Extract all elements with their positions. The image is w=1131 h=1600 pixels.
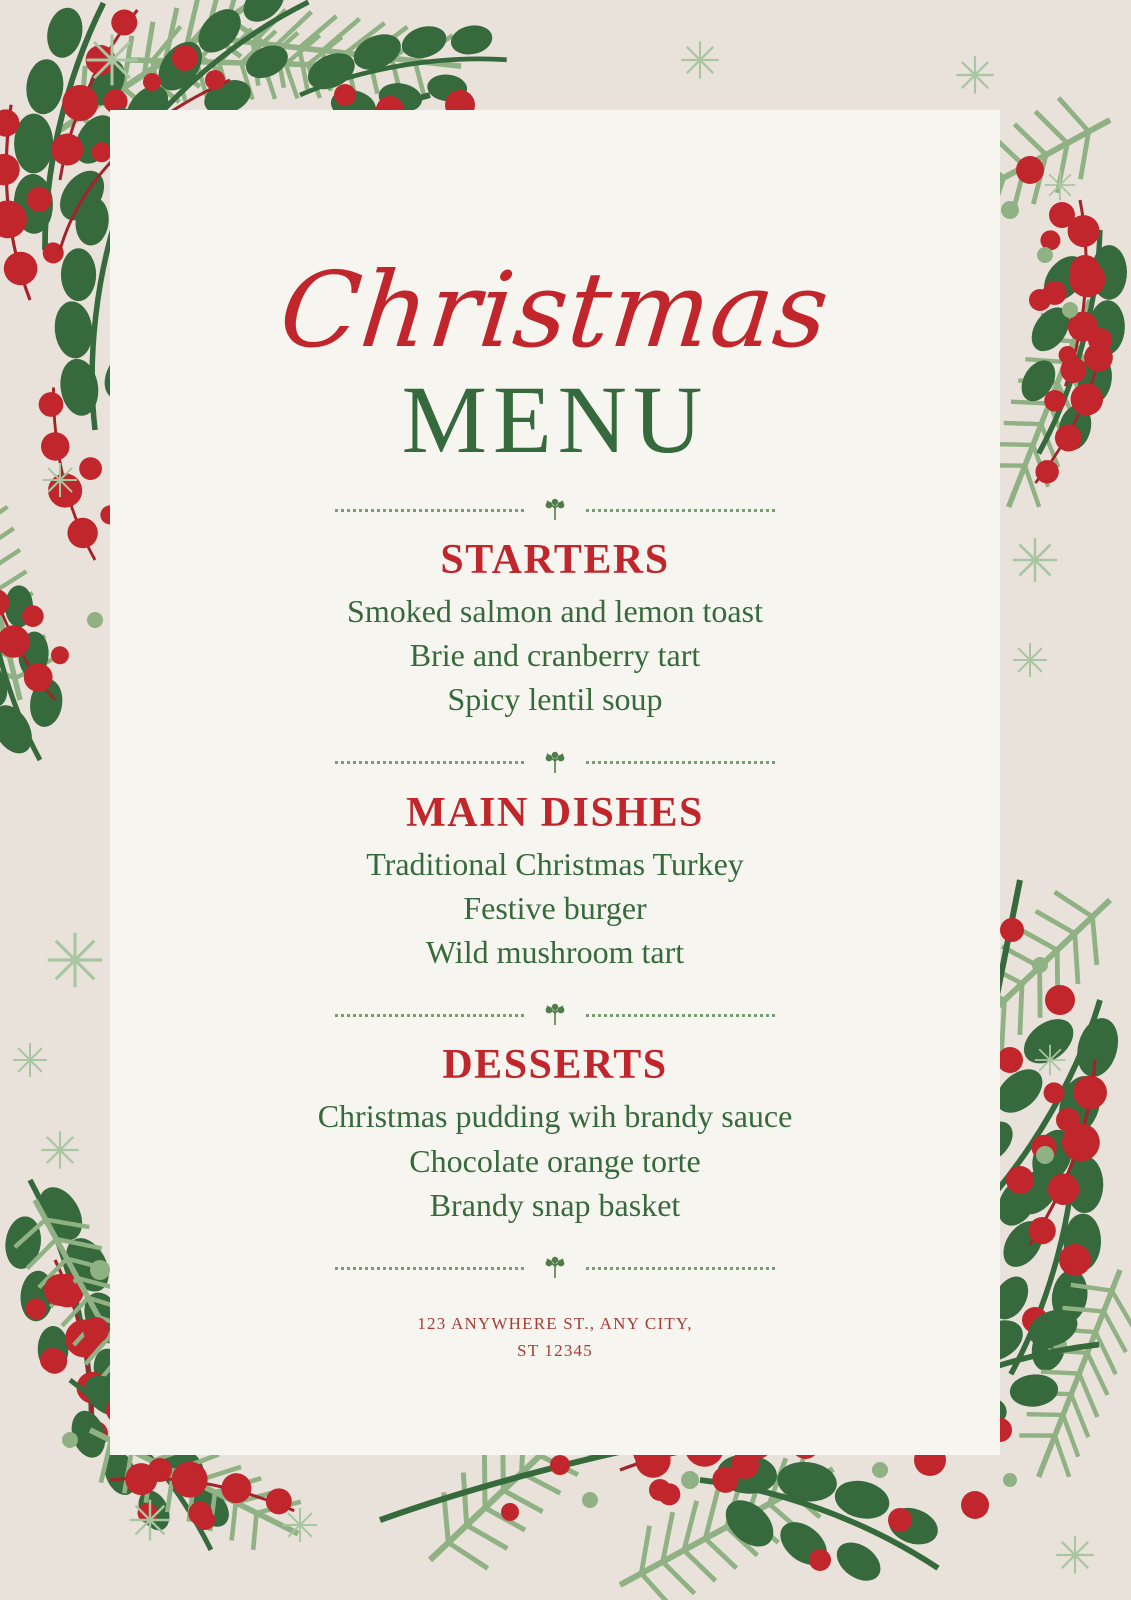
holly-sprig-icon <box>538 496 572 524</box>
section-heading-desserts: DESSERTS <box>442 1042 668 1089</box>
divider-bottom <box>335 1254 775 1282</box>
section-items-main-dishes <box>366 843 744 974</box>
divider-dots-right <box>586 761 775 764</box>
menu-item: Festive burger <box>463 889 647 926</box>
divider-dots-left <box>335 1267 524 1270</box>
divider-after-starters <box>335 749 775 777</box>
menu-item: Traditional Christmas Turkey <box>366 845 744 882</box>
page-title-main: MENU <box>401 366 709 473</box>
holly-sprig-icon <box>538 1001 572 1029</box>
menu-item: Smoked salmon and lemon toast <box>347 593 763 629</box>
divider-dots-left <box>335 761 524 764</box>
section-items-starters <box>347 590 763 721</box>
menu-item: Spicy lentil soup <box>447 681 663 718</box>
divider-top <box>335 496 775 524</box>
section-heading-main-dishes: MAIN DISHES <box>406 789 704 836</box>
address-block <box>417 1310 692 1364</box>
divider-dots-left <box>335 509 524 512</box>
holly-sprig-icon <box>538 1254 572 1282</box>
section-heading-starters: STARTERS <box>440 537 670 583</box>
divider-dots-right <box>586 1267 775 1270</box>
address-line-1: 123 ANYWHERE ST., ANY CITY, <box>417 1314 693 1334</box>
menu-item: Brie and cranberry tart <box>409 637 701 674</box>
divider-after-main-dishes <box>335 1001 775 1029</box>
section-items-desserts <box>318 1095 793 1226</box>
menu-item: Christmas pudding wih brandy sauce <box>317 1098 793 1135</box>
divider-dots-right <box>586 509 775 512</box>
menu-item: Chocolate orange torte <box>409 1142 701 1179</box>
page-title-script: Christmas <box>274 249 836 371</box>
menu-content <box>110 110 1000 1455</box>
address-line-2: ST 12345 <box>517 1341 593 1361</box>
menu-item: Brandy snap basket <box>429 1186 681 1223</box>
divider-dots-right <box>586 1014 775 1017</box>
divider-dots-left <box>335 1014 524 1017</box>
menu-item: Wild mushroom tart <box>425 934 685 971</box>
holly-sprig-icon <box>538 749 572 777</box>
